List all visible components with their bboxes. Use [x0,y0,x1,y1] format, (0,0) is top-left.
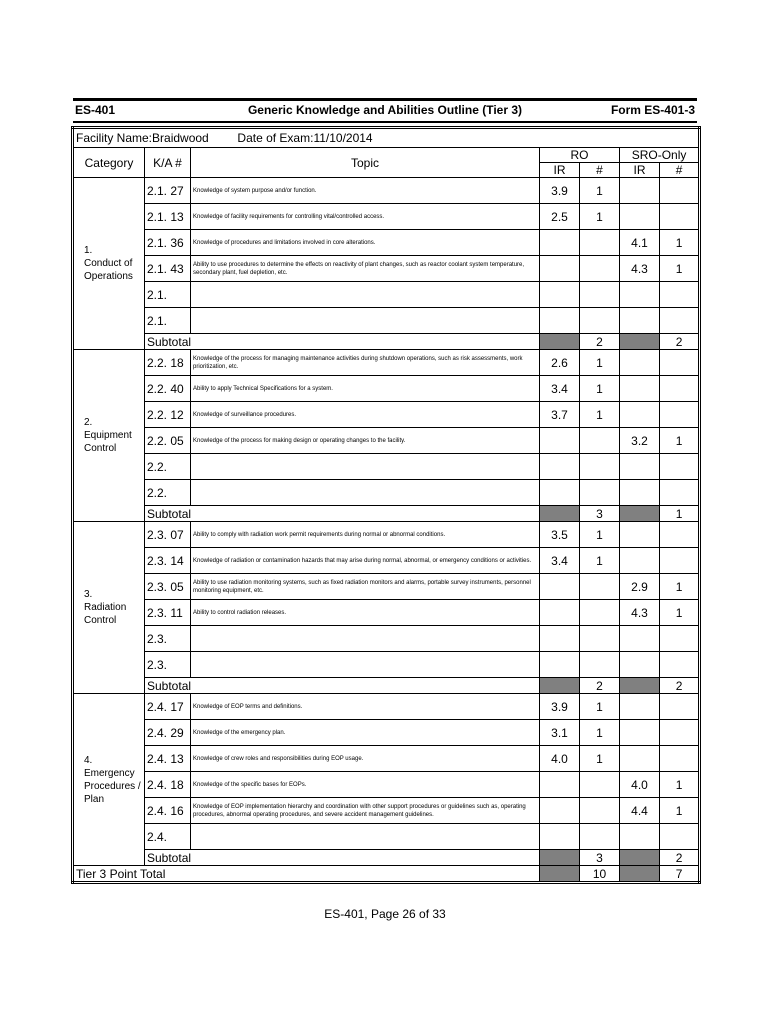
sro-ir-value [620,454,660,480]
ka-number: 2.3. 07 [145,522,191,548]
ka-number: 2.1. 27 [145,178,191,204]
ro-count-value [580,824,620,850]
ka-number: 2.1. 43 [145,256,191,282]
sro-count-value [660,178,700,204]
topic-text: Knowledge of system purpose and/or function. [191,178,540,204]
ka-row [73,204,700,230]
ka-number: 2.3. [145,626,191,652]
subtotal-sro: 1 [660,506,700,522]
ka-number: 2.2. 18 [145,350,191,376]
topic-text: Knowledge of the process for managing maintenance activities during shutdown operations, such as risk assessments, work prioritization, etc. [191,350,540,376]
sro-ir-value [620,824,660,850]
shaded-cell [540,866,580,883]
category-cell [73,350,145,522]
ka-number: 2.2. 40 [145,376,191,402]
form-id: ES-401 [75,103,116,117]
ro-count-value [580,230,620,256]
sro-count-value [660,626,700,652]
ro-ir-value: 3.7 [540,402,580,428]
topic-text: Knowledge of radiation or contamination hazards that may arise during normal, abnormal, or emergency conditions or activities. [191,548,540,574]
ka-number: 2.2. [145,454,191,480]
ka-number: 2.3. 11 [145,600,191,626]
ka-row [73,428,700,454]
sro-ir-value [620,204,660,230]
sro-ir-value: 2.9 [620,574,660,600]
sro-ir-value: 4.1 [620,230,660,256]
shaded-cell [620,506,660,522]
ka-number: 2.1. [145,282,191,308]
ka-number: 2.2. [145,480,191,506]
sro-count-value: 1 [660,772,700,798]
shaded-cell [620,678,660,694]
form-title: Generic Knowledge and Abilities Outline (Tier 3) [247,103,523,117]
ro-ir-value [540,480,580,506]
shaded-cell [540,334,580,350]
ro-num-header: # [580,163,620,178]
shaded-cell [540,850,580,866]
topic-text: Ability to comply with radiation work permit requirements during normal or abnormal conditions. [191,522,540,548]
ro-ir-value [540,626,580,652]
ro-count-value [580,256,620,282]
subtotal-row [73,334,700,350]
sro-ir-value [620,522,660,548]
sro-count-value [660,376,700,402]
subtotal-sro: 2 [660,850,700,866]
ro-count-value [580,626,620,652]
sro-count-value [660,548,700,574]
ka-number: 2.2. 12 [145,402,191,428]
sro-num-header: # [660,163,700,178]
subtotal-row [73,678,700,694]
ro-ir-value [540,454,580,480]
ro-ir-value: 3.5 [540,522,580,548]
sro-header: SRO-Only [620,148,700,163]
ro-count-value [580,428,620,454]
topic-text: Knowledge of the emergency plan. [191,720,540,746]
topic-text [191,282,540,308]
topic-text [191,480,540,506]
sro-count-value: 1 [660,230,700,256]
ka-row [73,652,700,678]
subtotal-ro: 2 [580,678,620,694]
topic-header: Topic [191,148,540,178]
ro-ir-value [540,574,580,600]
ro-ir-value [540,282,580,308]
shaded-cell [620,334,660,350]
sro-count-value [660,350,700,376]
ka-row [73,230,700,256]
ro-ir-value [540,308,580,334]
sro-count-value [660,204,700,230]
ro-count-value [580,480,620,506]
ro-count-value: 1 [580,694,620,720]
subtotal-label: Subtotal [145,506,540,522]
sro-count-value: 1 [660,428,700,454]
ro-ir-value [540,798,580,824]
ka-row [73,626,700,652]
ro-count-value: 1 [580,350,620,376]
category-cell [73,178,145,350]
sro-count-value [660,282,700,308]
ro-ir-value: 3.4 [540,548,580,574]
ka-row [73,256,700,282]
ro-header: RO [540,148,620,163]
sro-count-value [660,402,700,428]
ka-row [73,798,700,824]
ka-row [73,282,700,308]
ka-number: 2.1. [145,308,191,334]
ro-count-value [580,454,620,480]
sro-ir-value [620,376,660,402]
topic-text [191,652,540,678]
ka-number: 2.4. 16 [145,798,191,824]
page-footer: ES-401, Page 26 of 33 [324,907,446,921]
category-label: 1. Conduct of Operations [84,245,133,282]
ka-number: 2.1. 36 [145,230,191,256]
topic-text: Knowledge of EOP terms and definitions. [191,694,540,720]
sro-ir-value [620,626,660,652]
facility-row [73,128,700,148]
ro-count-value: 1 [580,548,620,574]
ro-ir-value [540,824,580,850]
category-cell [73,694,145,866]
ka-header: K/A # [145,148,191,178]
ro-ir-value [540,652,580,678]
ro-count-value: 1 [580,720,620,746]
ro-ir-value [540,256,580,282]
facility-name: Facility Name:Braidwood [76,131,209,145]
ro-count-value [580,308,620,334]
tier-total-row [73,866,700,883]
sro-count-value [660,522,700,548]
sro-count-value: 1 [660,256,700,282]
sro-ir-value: 4.3 [620,600,660,626]
subtotal-ro: 3 [580,506,620,522]
topic-text: Knowledge of procedures and limitations involved in core alterations. [191,230,540,256]
topic-text [191,824,540,850]
sro-count-value [660,824,700,850]
ro-ir-value: 3.4 [540,376,580,402]
sro-ir-value [620,652,660,678]
topic-text: Ability to apply Technical Specifications for a system. [191,376,540,402]
category-header: Category [73,148,145,178]
sro-count-value [660,480,700,506]
topic-text [191,454,540,480]
shaded-cell [620,850,660,866]
ka-number: 2.4. 18 [145,772,191,798]
sro-ir-value [620,746,660,772]
topic-text: Knowledge of surveillance procedures. [191,402,540,428]
ka-number: 2.3. [145,652,191,678]
subtotal-label: Subtotal [145,678,540,694]
topic-text: Knowledge of EOP implementation hierarchy and coordination with other support procedures or guidelines such as, operating procedures, abnormal operating procedures, and severe accident management guidelines. [191,798,540,824]
ka-row [73,454,700,480]
ka-outline-table [71,126,701,884]
topic-text [191,626,540,652]
sro-count-value: 1 [660,574,700,600]
shaded-cell [540,506,580,522]
sro-ir-value [620,402,660,428]
ro-count-value: 1 [580,522,620,548]
sro-count-value [660,720,700,746]
tier-total-ro: 10 [580,866,620,883]
ro-count-value: 1 [580,746,620,772]
ka-number: 2.4. [145,824,191,850]
subtotal-row [73,850,700,866]
sro-count-value [660,454,700,480]
ka-number: 2.4. 13 [145,746,191,772]
ka-number: 2.1. 13 [145,204,191,230]
category-label: 3. Radiation Control [84,589,127,626]
topic-text: Ability to use radiation monitoring systems, such as fixed radiation monitors and alarms, portable survey instruments, personnel monitoring equipment, etc. [191,574,540,600]
topic-text [191,308,540,334]
category-label: 2. Equipment Control [84,417,132,454]
topic-text: Ability to use procedures to determine the effects on reactivity of plant changes, such as reactor coolant system temperature, secondary plant, fuel depletion, etc. [191,256,540,282]
ro-ir-header: IR [540,163,580,178]
sro-ir-value [620,480,660,506]
subtotal-sro: 2 [660,334,700,350]
ro-ir-value: 3.1 [540,720,580,746]
ka-row [73,308,700,334]
ro-ir-value: 3.9 [540,178,580,204]
ka-row [73,548,700,574]
ro-ir-value [540,230,580,256]
ka-row [73,746,700,772]
category-label: 4. Emergency Procedures / Plan [84,754,141,805]
ka-row [73,574,700,600]
ro-count-value [580,600,620,626]
ka-row [73,178,700,204]
topic-text: Knowledge of facility requirements for controlling vital/controlled access. [191,204,540,230]
sro-ir-value [620,548,660,574]
sro-count-value [660,694,700,720]
ro-count-value [580,574,620,600]
sro-count-value [660,652,700,678]
sro-count-value: 1 [660,798,700,824]
sro-count-value [660,308,700,334]
ro-count-value [580,772,620,798]
ka-row [73,376,700,402]
ro-ir-value: 2.5 [540,204,580,230]
sro-ir-value [620,308,660,334]
topic-text: Knowledge of the process for making design or operating changes to the facility. [191,428,540,454]
ka-row [73,772,700,798]
topic-text: Ability to control radiation releases. [191,600,540,626]
ka-number: 2.2. 05 [145,428,191,454]
form-header [73,98,697,123]
ro-ir-value [540,600,580,626]
ka-row [73,350,700,376]
subtotal-sro: 2 [660,678,700,694]
subtotal-ro: 3 [580,850,620,866]
exam-date: Date of Exam:11/10/2014 [237,131,373,145]
topic-text: Knowledge of the specific bases for EOPs. [191,772,540,798]
ka-number: 2.4. 17 [145,694,191,720]
ro-ir-value [540,772,580,798]
ka-row [73,824,700,850]
sro-ir-value: 4.3 [620,256,660,282]
ka-row [73,480,700,506]
sro-count-value [660,746,700,772]
ka-row [73,720,700,746]
category-cell [73,522,145,694]
form-number: Form ES-401-3 [610,103,695,117]
sro-ir-value [620,178,660,204]
subtotal-label: Subtotal [145,850,540,866]
sro-ir-value: 4.4 [620,798,660,824]
ro-count-value: 1 [580,204,620,230]
sro-ir-value: 3.2 [620,428,660,454]
ro-ir-value [540,428,580,454]
column-header-row [73,148,700,163]
ka-row [73,694,700,720]
sro-ir-value [620,350,660,376]
ka-number: 2.4. 29 [145,720,191,746]
ro-count-value [580,282,620,308]
ka-number: 2.3. 05 [145,574,191,600]
ka-row [73,600,700,626]
ro-count-value: 1 [580,376,620,402]
subtotal-row [73,506,700,522]
topic-text: Knowledge of crew roles and responsibilities during EOP usage. [191,746,540,772]
ka-row [73,522,700,548]
sro-ir-header: IR [620,163,660,178]
ro-count-value [580,798,620,824]
ro-ir-value: 2.6 [540,350,580,376]
sro-ir-value [620,282,660,308]
ro-ir-value: 4.0 [540,746,580,772]
subtotal-ro: 2 [580,334,620,350]
subtotal-label: Subtotal [145,334,540,350]
sro-count-value: 1 [660,600,700,626]
sro-ir-value [620,720,660,746]
sro-ir-value: 4.0 [620,772,660,798]
ro-count-value: 1 [580,178,620,204]
sro-ir-value [620,694,660,720]
shaded-cell [620,866,660,883]
shaded-cell [540,678,580,694]
ka-row [73,402,700,428]
tier-total-label: Tier 3 Point Total [73,866,540,883]
ro-count-value: 1 [580,402,620,428]
tier-total-sro: 7 [660,866,700,883]
ro-count-value [580,652,620,678]
ka-number: 2.3. 14 [145,548,191,574]
ro-ir-value: 3.9 [540,694,580,720]
